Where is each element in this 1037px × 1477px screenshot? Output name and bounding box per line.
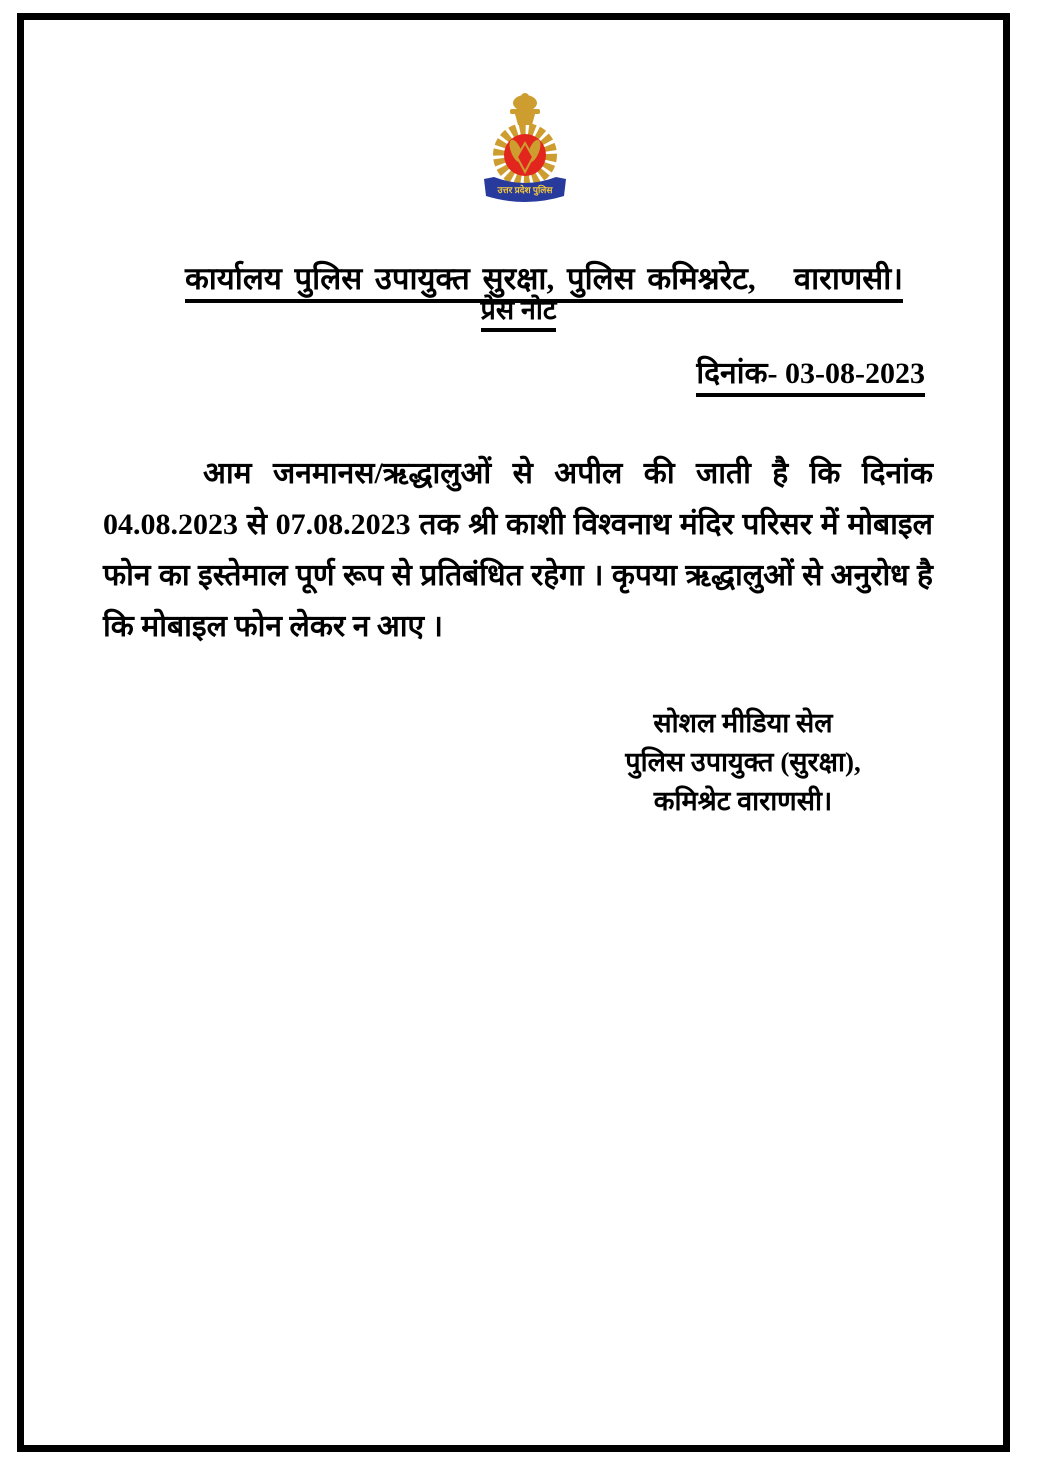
signature-block <box>618 704 868 821</box>
body-line-3: फोन का इस्तेमाल पूर्ण रूप से प्रतिबंधित रहेगा । कृपया ऋद्धालुओं से अनुरोध है <box>103 559 933 592</box>
body-line-4: कि मोबाइल फोन लेकर न आए । <box>103 610 443 643</box>
office-title-text: कार्यालय पुलिस उपायुक्त सुरक्षा, पुलिस कमिश्नरेट, वाराणसी। <box>185 261 903 303</box>
up-police-logo <box>481 92 569 204</box>
ashoka-capital-icon <box>510 93 540 125</box>
body-line-2: 04.08.2023 से 07.08.2023 तक श्री काशी विश्वनाथ मंदिर परिसर में मोबाइल <box>103 508 933 541</box>
up-police-emblem-icon <box>481 92 569 204</box>
body-line-1: आम जनमानस/ऋद्धालुओं से अपील की जाती है कि दिनांक <box>203 457 933 490</box>
doc-type-text: प्रेस नोट <box>481 295 557 332</box>
banner-text: उत्तर प्रदेश पुलिस <box>497 185 553 195</box>
doc-type-heading <box>0 290 1037 327</box>
date-line <box>696 351 925 392</box>
body-paragraph <box>103 448 933 652</box>
date-text: दिनांक- 03-08-2023 <box>696 357 925 397</box>
signature-line-3: कमिश्रेट वाराणसी। <box>653 786 833 816</box>
signature-line-1: सोशल मीडिया सेल <box>653 708 833 738</box>
signature-line-2: पुलिस उपायुक्त (सुरक्षा), <box>625 747 861 777</box>
